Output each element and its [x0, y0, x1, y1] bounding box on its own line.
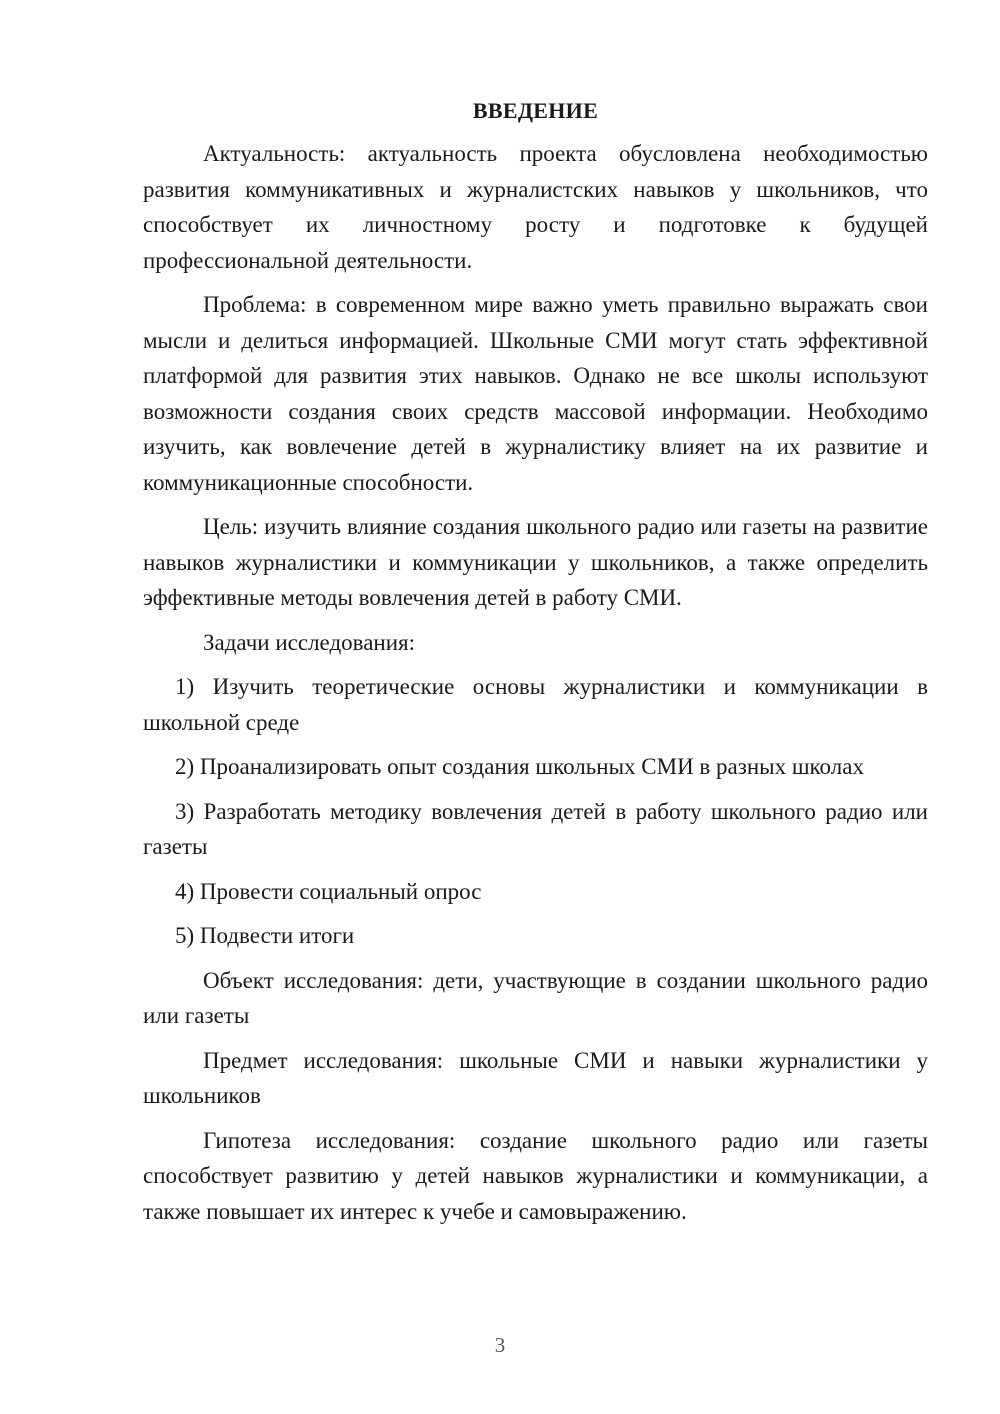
subject-paragraph: Предмет исследования: школьные СМИ и навыки журналистики у школьников [143, 1047, 928, 1108]
tasks-heading: Задачи исследования: [203, 629, 416, 655]
page-number: 3 [494, 1333, 506, 1357]
object-paragraph: Объект исследования: дети, участвующие в создании школьного радио или газеты [143, 967, 928, 1028]
relevance-paragraph: Актуальность: актуальность проекта обусловлена необходимостью развития коммуникативных и журналистских навыков у школьников, что способствует их личностному росту и подготовке к будущей профессиональной деятельности. [143, 141, 928, 273]
task-item: 4) Провести социальный опрос [175, 878, 482, 904]
task-item: 1) Изучить теоретические основы журналистики и коммуникации в школьной среде [143, 674, 928, 735]
document-page [143, 96, 928, 1238]
goal-paragraph: Цель: изучить влияние создания школьного радио или газеты на развитие навыков журналистики и коммуникации у школьников, а также определить эффективные методы вовлечения детей в работу СМИ. [143, 514, 928, 610]
task-item: 2) Проанализировать опыт создания школьных СМИ в разных школах [175, 754, 864, 779]
section-title: ВВЕДЕНИЕ [472, 98, 599, 123]
task-item: 5) Подвести итоги [175, 923, 355, 948]
task-item: 3) Разработать методику вовлечения детей в работу школьного радио или газеты [143, 798, 928, 859]
problem-paragraph: Проблема: в современном мире важно уметь правильно выражать свои мысли и делиться информацией. Школьные СМИ могут стать эффективной платформой для развития этих навыков. Однако не все школы используют возможности создания своих средств массовой информации. Необходимо изучить, как вовлечение детей в журналистику влияет на их развитие и коммуникационные способности. [143, 292, 928, 495]
hypothesis-paragraph: Гипотеза исследования: создание школьного радио или газеты способствует развитию у детей навыков журналистики и коммуникации, а также повышает их интерес к учебе и самовыражению. [143, 1127, 928, 1224]
